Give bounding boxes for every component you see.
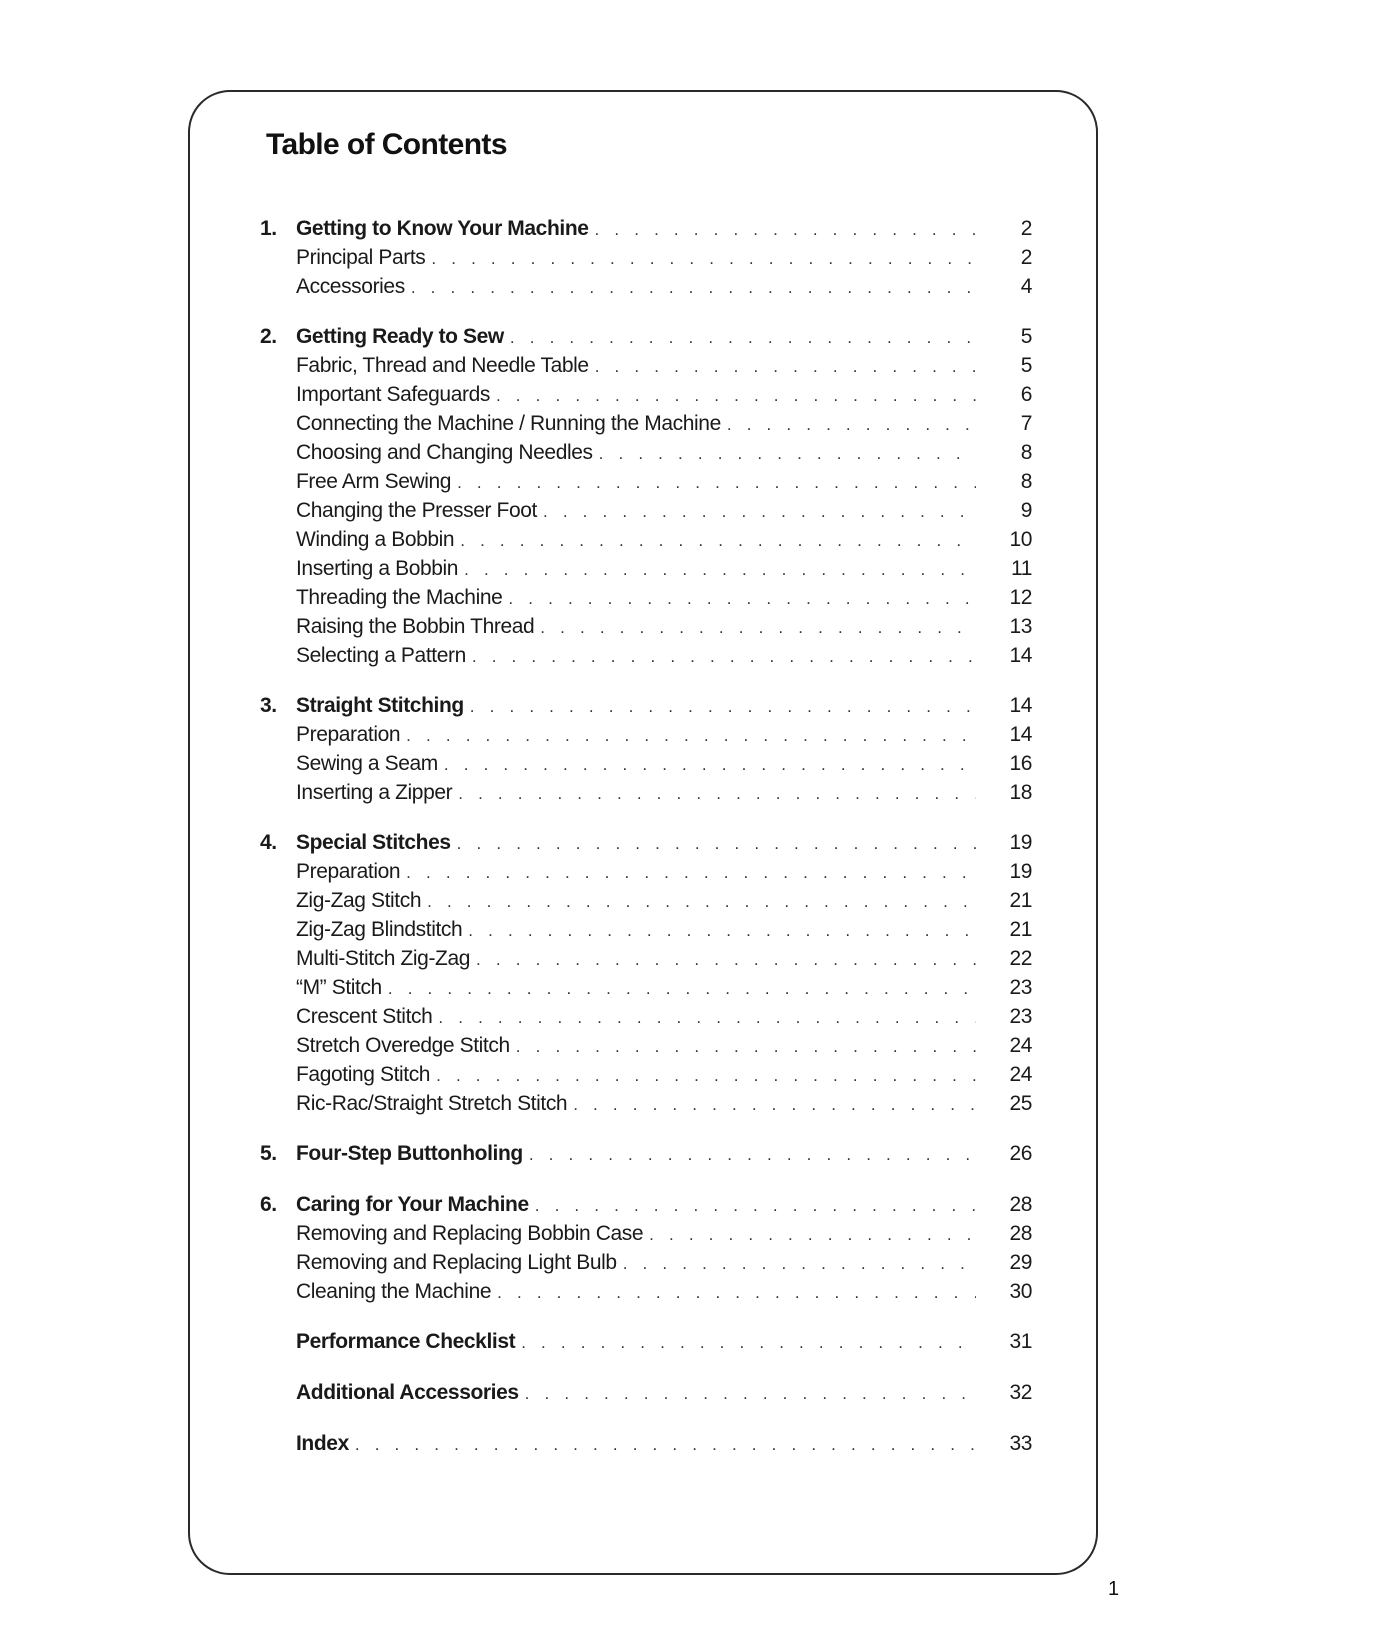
entry-page-number: 10 bbox=[1009, 528, 1032, 551]
entry-title: Removing and Replacing Light Bulb bbox=[296, 1251, 617, 1274]
dot-leader bbox=[355, 1430, 976, 1459]
entry-title: Multi-Stitch Zig-Zag bbox=[296, 947, 471, 970]
entry-title: Ric-Rac/Straight Stretch Stitch bbox=[296, 1092, 568, 1115]
entry-title: Sewing a Seam bbox=[296, 752, 438, 775]
section-number: 5. bbox=[260, 1142, 277, 1165]
toc-entry[interactable] bbox=[260, 243, 1032, 272]
toc-entry[interactable] bbox=[260, 973, 1032, 1002]
entry-page-number: 4 bbox=[1020, 275, 1032, 298]
dot-leader bbox=[496, 381, 976, 410]
toc-section-heading[interactable] bbox=[260, 1429, 1032, 1458]
toc-entry[interactable] bbox=[260, 944, 1032, 973]
toc-entry[interactable] bbox=[260, 1002, 1032, 1031]
toc-section bbox=[260, 214, 1032, 301]
entry-page-number: 2 bbox=[1020, 246, 1032, 269]
toc-entry[interactable] bbox=[260, 525, 1032, 554]
entry-page-number: 28 bbox=[1009, 1222, 1032, 1245]
toc-section-heading[interactable] bbox=[260, 1139, 1032, 1168]
page-number: 1 bbox=[1108, 1578, 1120, 1600]
entry-title: Free Arm Sewing bbox=[296, 470, 452, 493]
dot-leader bbox=[444, 750, 976, 779]
entry-title: Winding a Bobbin bbox=[296, 528, 455, 551]
toc-section-heading[interactable] bbox=[260, 1327, 1032, 1356]
toc-section bbox=[260, 1190, 1032, 1306]
dot-leader bbox=[436, 1061, 976, 1090]
entry-page-number: 12 bbox=[1009, 586, 1032, 609]
toc-entry[interactable] bbox=[260, 467, 1032, 496]
dot-leader bbox=[521, 1328, 976, 1357]
entry-title: Inserting a Zipper bbox=[296, 781, 453, 804]
page-title: Table of Contents bbox=[266, 128, 507, 161]
dot-leader bbox=[535, 1191, 976, 1220]
dot-leader bbox=[464, 555, 976, 584]
entry-page-number: 8 bbox=[1020, 470, 1032, 493]
entry-page-number: 24 bbox=[1009, 1034, 1032, 1057]
dot-leader bbox=[406, 721, 976, 750]
dot-leader bbox=[388, 974, 976, 1003]
entry-title: Zig-Zag Stitch bbox=[296, 889, 422, 912]
dot-leader bbox=[727, 410, 976, 439]
entry-title: Preparation bbox=[296, 723, 401, 746]
entry-title: Threading the Machine bbox=[296, 586, 503, 609]
dot-leader bbox=[573, 1090, 976, 1119]
section-page-number: 14 bbox=[1009, 694, 1032, 717]
entry-page-number: 19 bbox=[1009, 860, 1032, 883]
section-title: Performance Checklist bbox=[296, 1330, 516, 1353]
section-title: Getting to Know Your Machine bbox=[296, 217, 589, 240]
entry-title: Selecting a Pattern bbox=[296, 644, 466, 667]
entry-title: Connecting the Machine / Running the Machine bbox=[296, 412, 721, 435]
toc-entry[interactable] bbox=[260, 720, 1032, 749]
section-number: 6. bbox=[260, 1193, 277, 1216]
dot-leader bbox=[543, 497, 976, 526]
section-title: Index bbox=[296, 1432, 349, 1455]
entry-title: Fabric, Thread and Needle Table bbox=[296, 354, 589, 377]
section-number: 4. bbox=[260, 831, 277, 854]
dot-leader bbox=[508, 584, 976, 613]
toc-entry[interactable] bbox=[260, 1248, 1032, 1277]
section-page-number: 19 bbox=[1009, 831, 1032, 854]
section-page-number: 28 bbox=[1009, 1193, 1032, 1216]
toc-entry[interactable] bbox=[260, 1277, 1032, 1306]
toc-entry[interactable] bbox=[260, 1031, 1032, 1060]
toc-entry[interactable] bbox=[260, 1060, 1032, 1089]
toc-entry[interactable] bbox=[260, 351, 1032, 380]
entry-title: Fagoting Stitch bbox=[296, 1063, 431, 1086]
entry-title: Stretch Overedge Stitch bbox=[296, 1034, 510, 1057]
entry-page-number: 7 bbox=[1020, 412, 1032, 435]
entry-page-number: 13 bbox=[1009, 615, 1032, 638]
toc-section bbox=[260, 1378, 1032, 1407]
toc-entry[interactable] bbox=[260, 778, 1032, 807]
section-page-number: 26 bbox=[1009, 1142, 1032, 1165]
dot-leader bbox=[460, 526, 976, 555]
dot-leader bbox=[476, 945, 976, 974]
section-number: 1. bbox=[260, 217, 277, 240]
toc-section bbox=[260, 322, 1032, 670]
dot-leader bbox=[497, 1278, 976, 1307]
toc-entry[interactable] bbox=[260, 380, 1032, 409]
entry-page-number: 29 bbox=[1009, 1251, 1032, 1274]
toc-section bbox=[260, 1139, 1032, 1168]
entry-page-number: 21 bbox=[1009, 889, 1032, 912]
section-title: Straight Stitching bbox=[296, 694, 464, 717]
toc-entry[interactable] bbox=[260, 612, 1032, 641]
toc-entry[interactable] bbox=[260, 886, 1032, 915]
toc-entry[interactable] bbox=[260, 272, 1032, 301]
entry-title: Preparation bbox=[296, 860, 401, 883]
entry-title: Cleaning the Machine bbox=[296, 1280, 492, 1303]
dot-leader bbox=[457, 829, 976, 858]
section-title: Special Stitches bbox=[296, 831, 451, 854]
entry-title: Principal Parts bbox=[296, 246, 426, 269]
entry-title: Inserting a Bobbin bbox=[296, 557, 459, 580]
entry-title: Zig-Zag Blindstitch bbox=[296, 918, 463, 941]
toc-entry[interactable] bbox=[260, 438, 1032, 467]
entry-page-number: 9 bbox=[1020, 499, 1032, 522]
entry-page-number: 6 bbox=[1020, 383, 1032, 406]
entry-page-number: 22 bbox=[1009, 947, 1032, 970]
entry-page-number: 24 bbox=[1009, 1063, 1032, 1086]
dot-leader bbox=[516, 1032, 976, 1061]
entry-page-number: 5 bbox=[1020, 354, 1032, 377]
entry-title: Raising the Bobbin Thread bbox=[296, 615, 535, 638]
entry-page-number: 16 bbox=[1009, 752, 1032, 775]
entry-title: Accessories bbox=[296, 275, 405, 298]
dot-leader bbox=[468, 916, 976, 945]
dot-leader bbox=[470, 692, 976, 721]
dot-leader bbox=[540, 613, 976, 642]
dot-leader bbox=[595, 352, 976, 381]
entry-title: Removing and Replacing Bobbin Case bbox=[296, 1222, 644, 1245]
entry-page-number: 21 bbox=[1009, 918, 1032, 941]
dot-leader bbox=[472, 642, 976, 671]
entry-title: Choosing and Changing Needles bbox=[296, 441, 593, 464]
toc-section-heading[interactable] bbox=[260, 828, 1032, 857]
dot-leader bbox=[458, 779, 976, 808]
entry-page-number: 8 bbox=[1020, 441, 1032, 464]
section-number: 3. bbox=[260, 694, 277, 717]
dot-leader bbox=[457, 468, 976, 497]
dot-leader bbox=[438, 1003, 976, 1032]
section-title: Getting Ready to Sew bbox=[296, 325, 504, 348]
toc-entry[interactable] bbox=[260, 554, 1032, 583]
toc-section-heading[interactable] bbox=[260, 214, 1032, 243]
entry-page-number: 18 bbox=[1009, 781, 1032, 804]
entry-page-number: 14 bbox=[1009, 644, 1032, 667]
entry-page-number: 23 bbox=[1009, 1005, 1032, 1028]
entry-page-number: 23 bbox=[1009, 976, 1032, 999]
dot-leader bbox=[406, 858, 976, 887]
toc-section bbox=[260, 1429, 1032, 1458]
toc-section-heading[interactable] bbox=[260, 691, 1032, 720]
section-page-number: 32 bbox=[1009, 1381, 1032, 1404]
entry-title: Important Safeguards bbox=[296, 383, 490, 406]
entry-page-number: 25 bbox=[1009, 1092, 1032, 1115]
toc-entry[interactable] bbox=[260, 1089, 1032, 1118]
toc-entry[interactable] bbox=[260, 857, 1032, 886]
toc-section-heading[interactable] bbox=[260, 322, 1032, 351]
entry-page-number: 30 bbox=[1009, 1280, 1032, 1303]
table-of-contents bbox=[260, 214, 1032, 1480]
toc-entry[interactable] bbox=[260, 641, 1032, 670]
toc-entry[interactable] bbox=[260, 1219, 1032, 1248]
dot-leader bbox=[510, 323, 976, 352]
toc-entry[interactable] bbox=[260, 749, 1032, 778]
toc-section bbox=[260, 691, 1032, 807]
dot-leader bbox=[431, 244, 976, 273]
dot-leader bbox=[427, 887, 976, 916]
entry-title: “M” Stitch bbox=[296, 976, 382, 999]
dot-leader bbox=[529, 1140, 976, 1169]
toc-entry[interactable] bbox=[260, 583, 1032, 612]
dot-leader bbox=[599, 439, 976, 468]
toc-section bbox=[260, 1327, 1032, 1356]
section-page-number: 33 bbox=[1009, 1432, 1032, 1455]
dot-leader bbox=[525, 1379, 976, 1408]
dot-leader bbox=[411, 273, 976, 302]
dot-leader bbox=[649, 1220, 976, 1249]
section-title: Caring for Your Machine bbox=[296, 1193, 529, 1216]
entry-page-number: 14 bbox=[1009, 723, 1032, 746]
toc-section bbox=[260, 828, 1032, 1118]
toc-entry[interactable] bbox=[260, 915, 1032, 944]
section-number: 2. bbox=[260, 325, 277, 348]
toc-section-heading[interactable] bbox=[260, 1190, 1032, 1219]
entry-title: Crescent Stitch bbox=[296, 1005, 433, 1028]
toc-section-heading[interactable] bbox=[260, 1378, 1032, 1407]
toc-entry[interactable] bbox=[260, 496, 1032, 525]
section-page-number: 31 bbox=[1009, 1330, 1032, 1353]
dot-leader bbox=[623, 1249, 976, 1278]
section-title: Additional Accessories bbox=[296, 1381, 519, 1404]
section-title: Four-Step Buttonholing bbox=[296, 1142, 523, 1165]
section-page-number: 2 bbox=[1020, 217, 1032, 240]
section-page-number: 5 bbox=[1020, 325, 1032, 348]
dot-leader bbox=[595, 215, 976, 244]
entry-page-number: 11 bbox=[1011, 557, 1032, 580]
entry-title: Changing the Presser Foot bbox=[296, 499, 537, 522]
toc-entry[interactable] bbox=[260, 409, 1032, 438]
